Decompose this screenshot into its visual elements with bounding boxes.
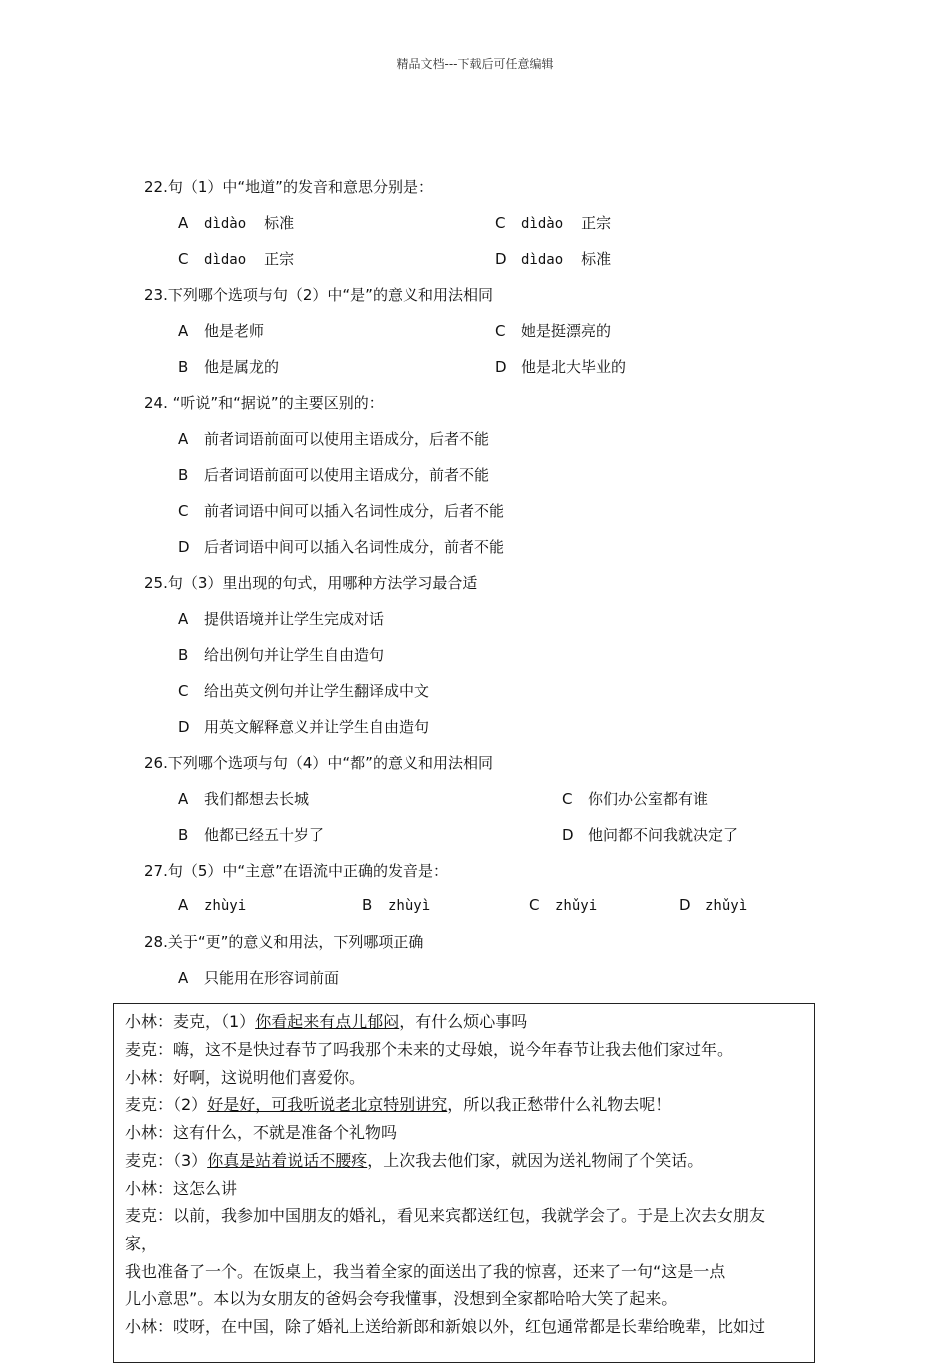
option-letter: B (362, 896, 373, 914)
line-text: ，所以我正愁带什么礼物去呢！ (447, 1095, 672, 1114)
option-text: 用英文解释意义并让学生自由造句 (204, 718, 430, 736)
option-letter: A (178, 322, 189, 340)
q25-option-c[interactable] (178, 680, 429, 701)
dialogue-line-1 (125, 1009, 527, 1032)
option-letter: C (178, 502, 189, 520)
dialogue-line-9: 家， (125, 1234, 158, 1253)
option-letter: C (495, 214, 506, 232)
q26-option-b[interactable] (178, 824, 324, 845)
question-26-stem: 26.下列哪个选项与句（4）中“都”的意义和用法相同 (144, 754, 493, 772)
q27-option-d[interactable] (679, 896, 747, 914)
option-letter: C (178, 682, 189, 700)
option-letter: D (495, 250, 507, 268)
q26-option-a[interactable] (178, 788, 309, 809)
dialogue-line-12: 小林：哎呀，在中国，除了婚礼上送给新郎和新娘以外，红包通常都是长辈给晚辈，比如过 (125, 1317, 766, 1336)
pinyin: zhùyi (204, 898, 247, 914)
option-letter: D (495, 358, 507, 376)
option-text: 后者词语中间可以插入名词性成分，前者不能 (204, 538, 505, 556)
pinyin: dìdao (204, 252, 247, 268)
option-letter: A (178, 430, 189, 448)
option-text: 给出英文例句并让学生翻译成中文 (204, 682, 430, 700)
q28-option-a[interactable] (178, 967, 339, 988)
q23-option-b[interactable] (178, 356, 279, 377)
q27-option-c[interactable] (529, 896, 597, 914)
q23-option-c[interactable] (495, 320, 611, 341)
option-letter: B (178, 826, 189, 844)
option-text: 前者词语中间可以插入名词性成分，后者不能 (204, 502, 505, 520)
option-letter: B (178, 358, 189, 376)
pinyin: dìdào (521, 216, 564, 232)
dialogue-line-6 (125, 1148, 703, 1171)
underlined-phrase: 你真是站着说话不腰疼 (207, 1151, 368, 1170)
dialogue-line-2: 麦克：嗨，这不是快过春节了吗我那个未来的丈母娘，说今年春节让我去他们家过年。 (125, 1040, 734, 1059)
underlined-phrase: 好是好，可我听说老北京特别讲究 (207, 1095, 448, 1114)
line-text: 麦克：（3） (125, 1151, 208, 1170)
line-text: ，有什么烦心事吗 (399, 1012, 528, 1031)
option-letter: A (178, 214, 189, 232)
q25-option-d[interactable] (178, 716, 429, 737)
dialogue-line-5: 小林：这有什么，不就是准备个礼物吗 (125, 1123, 398, 1142)
option-text: 他是老师 (204, 322, 265, 340)
option-text: 标准 (264, 214, 295, 232)
dialogue-line-7: 小林：这怎么讲 (125, 1179, 238, 1198)
q25-option-a[interactable] (178, 608, 384, 629)
question-27-stem: 27.句（5）中“主意”在语流中正确的发音是： (144, 862, 448, 880)
q24-option-d[interactable] (178, 536, 504, 557)
option-text: 只能用在形容词前面 (204, 969, 340, 987)
option-text: 他是属龙的 (204, 358, 280, 376)
question-25-stem: 25.句（3）里出现的句式，用哪种方法学习最合适 (144, 574, 478, 592)
q22-option-d[interactable] (495, 248, 611, 269)
option-letter: C (178, 250, 189, 268)
option-letter: A (178, 610, 189, 628)
dialogue-line-8: 麦克：以前，我参加中国朋友的婚礼，看见来宾都送红包，我就学会了。于是上次去女朋友 (125, 1206, 766, 1225)
option-letter: D (178, 718, 190, 736)
q22-option-c[interactable] (495, 212, 611, 233)
underlined-phrase: 你看起来有点儿郁闷 (255, 1012, 400, 1031)
option-letter: C (529, 896, 540, 914)
line-text: 麦克：（2） (125, 1095, 208, 1114)
option-text: 你们办公室都有谁 (588, 790, 709, 808)
option-text: 我们都想去长城 (204, 790, 310, 808)
option-text: 他都已经五十岁了 (204, 826, 325, 844)
dialogue-line-3: 小林：好啊，这说明他们喜爱你。 (125, 1068, 366, 1087)
option-text: 提供语境并让学生完成对话 (204, 610, 385, 628)
dialogue-line-4 (125, 1092, 671, 1115)
question-28-stem: 28.关于“更”的意义和用法，下列哪项正确 (144, 933, 424, 951)
option-text: 正宗 (264, 250, 295, 268)
line-text: 小林：麦克，（1） (125, 1012, 256, 1031)
q22-option-c-second[interactable] (178, 248, 294, 269)
option-letter: D (679, 896, 691, 914)
option-letter: D (178, 538, 190, 556)
option-letter: B (178, 466, 189, 484)
option-text: 标准 (581, 250, 612, 268)
option-text: 前者词语前面可以使用主语成分，后者不能 (204, 430, 490, 448)
q25-option-b[interactable] (178, 644, 384, 665)
option-text: 后者词语前面可以使用主语成分，前者不能 (204, 466, 490, 484)
option-letter: A (178, 969, 189, 987)
question-22-stem: 22.句（1）中“地道”的发音和意思分别是： (144, 178, 433, 196)
q22-option-a[interactable] (178, 212, 294, 233)
question-23-stem: 23.下列哪个选项与句（2）中“是”的意义和用法相同 (144, 286, 493, 304)
q24-option-c[interactable] (178, 500, 504, 521)
option-letter: C (495, 322, 506, 340)
q26-option-d[interactable] (562, 824, 738, 845)
option-text: 正宗 (581, 214, 612, 232)
option-text: 给出例句并让学生自由造句 (204, 646, 385, 664)
q23-option-a[interactable] (178, 320, 264, 341)
option-text: 他问都不问我就决定了 (588, 826, 739, 844)
option-text: 她是挺漂亮的 (521, 322, 612, 340)
option-letter: C (562, 790, 573, 808)
line-text: ，上次我去他们家，就因为送礼物闹了个笑话。 (367, 1151, 704, 1170)
q24-option-b[interactable] (178, 464, 489, 485)
option-letter: A (178, 896, 189, 914)
page-header: 精品文档---下载后可任意编辑 (396, 57, 554, 71)
pinyin: zhùyì (388, 898, 431, 914)
pinyin: zhǔyì (705, 898, 748, 914)
dialogue-line-10: 我也准备了一个。在饭桌上，我当着全家的面送出了我的惊喜，还来了一句“这是一点 (125, 1262, 726, 1281)
pinyin: zhǔyi (555, 898, 598, 914)
q27-option-b[interactable] (362, 896, 430, 914)
question-24-stem: 24. “听说”和“据说”的主要区别的： (144, 394, 384, 412)
q24-option-a[interactable] (178, 428, 489, 449)
q27-option-a[interactable] (178, 896, 246, 914)
option-letter: A (178, 790, 189, 808)
pinyin: dìdao (521, 252, 564, 268)
option-letter: B (178, 646, 189, 664)
option-letter: D (562, 826, 574, 844)
q23-option-d[interactable] (495, 356, 626, 377)
dialogue-line-11: 儿小意思”。本以为女朋友的爸妈会夸我懂事，没想到全家都哈哈大笑了起来。 (125, 1289, 678, 1308)
q26-option-c[interactable] (562, 788, 708, 809)
pinyin: dìdào (204, 216, 247, 232)
option-text: 他是北大毕业的 (521, 358, 627, 376)
